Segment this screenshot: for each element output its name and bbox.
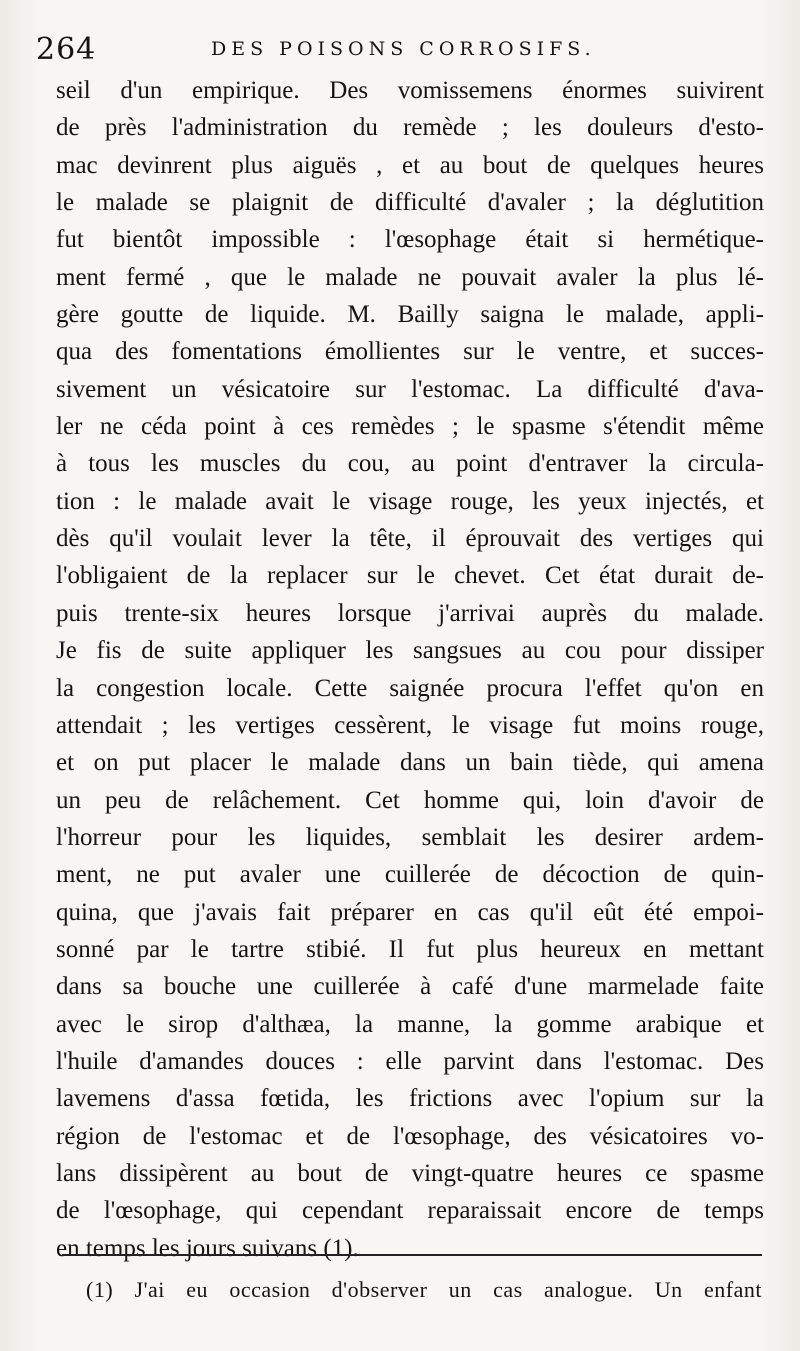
text-line: puis trente-six heures lorsque j'arrivai auprès du malade.	[56, 599, 764, 627]
text-line: avec le sirop d'althæa, la manne, la gomme arabique et	[56, 1010, 764, 1038]
text-line: sivement un vésicatoire sur l'estomac. La difficulté d'ava-	[56, 375, 764, 403]
text-line: Je fis de suite appliquer les sangsues au cou pour dissiper	[56, 637, 764, 665]
text-line: dans sa bouche une cuillerée à café d'une marmelade faite	[56, 973, 764, 1001]
page-number: 264	[36, 32, 97, 67]
footnote-rule	[62, 1254, 762, 1256]
text-line: un peu de relâchement. Cet homme qui, loin d'avoir de	[56, 786, 764, 814]
text-line: ment fermé , que le malade ne pouvait avaler la plus lé-	[56, 263, 764, 291]
text-line: mac devinrent plus aiguës , et au bout de quelques heures	[56, 151, 764, 179]
footnote: (1) J'ai eu occasion d'observer un cas analogue. Un enfant	[86, 1277, 762, 1302]
text-line: le malade se plaignit de difficulté d'avaler ; la déglutition	[56, 189, 764, 217]
text-line: quina, que j'avais fait préparer en cas qu'il eût été empoi-	[56, 898, 764, 926]
text-line: sonné par le tartre stibié. Il fut plus heureux en mettant	[56, 935, 764, 963]
text-line: en temps les jours suivans (1).	[56, 1234, 359, 1262]
text-line: attendait ; les vertiges cessèrent, le visage fut moins rouge,	[56, 711, 764, 739]
text-line: la congestion locale. Cette saignée procura l'effet qu'on en	[56, 674, 764, 702]
text-line: de l'œsophage, qui cependant reparaissait encore de temps	[56, 1197, 764, 1225]
text-line: dès qu'il voulait lever la tête, il éprouvait des vertiges qui	[56, 525, 764, 553]
text-line: lavemens d'assa fœtida, les frictions avec l'opium sur la	[56, 1085, 764, 1113]
text-line: ment, ne put avaler une cuillerée de décoction de quin-	[56, 861, 764, 889]
text-line: l'huile d'amandes douces : elle parvint dans l'estomac. Des	[56, 1047, 764, 1075]
text-line: fut bientôt impossible : l'œsophage était si hermétique-	[56, 226, 764, 254]
text-line: l'horreur pour les liquides, semblait les desirer ardem-	[56, 823, 764, 851]
text-line: l'obligaient de la replacer sur le chevet. Cet état durait de-	[56, 562, 764, 590]
text-line: tion : le malade avait le visage rouge, les yeux injectés, et	[56, 487, 764, 515]
text-line: région de l'estomac et de l'œsophage, des vésicatoires vo-	[56, 1122, 764, 1150]
text-line: gère goutte de liquide. M. Bailly saigna le malade, appli-	[56, 301, 764, 329]
text-line: ler ne céda point à ces remèdes ; le spasme s'étendit même	[56, 413, 764, 441]
text-line: et on put placer le malade dans un bain tiède, qui amena	[56, 749, 764, 777]
text-line: de près l'administration du remède ; les douleurs d'esto-	[56, 114, 764, 142]
text-line: qua des fomentations émollientes sur le ventre, et succes-	[56, 338, 764, 366]
text-line: seil d'un empirique. Des vomissemens énormes suivirent	[56, 77, 764, 104]
page-header	[36, 30, 766, 70]
text-line: à tous les muscles du cou, au point d'entraver la circula-	[56, 450, 764, 478]
body-text	[56, 72, 764, 1267]
running-head: DES POISONS CORROSIFS.	[211, 38, 596, 60]
text-line: lans dissipèrent au bout de vingt-quatre heures ce spasme	[56, 1159, 764, 1187]
